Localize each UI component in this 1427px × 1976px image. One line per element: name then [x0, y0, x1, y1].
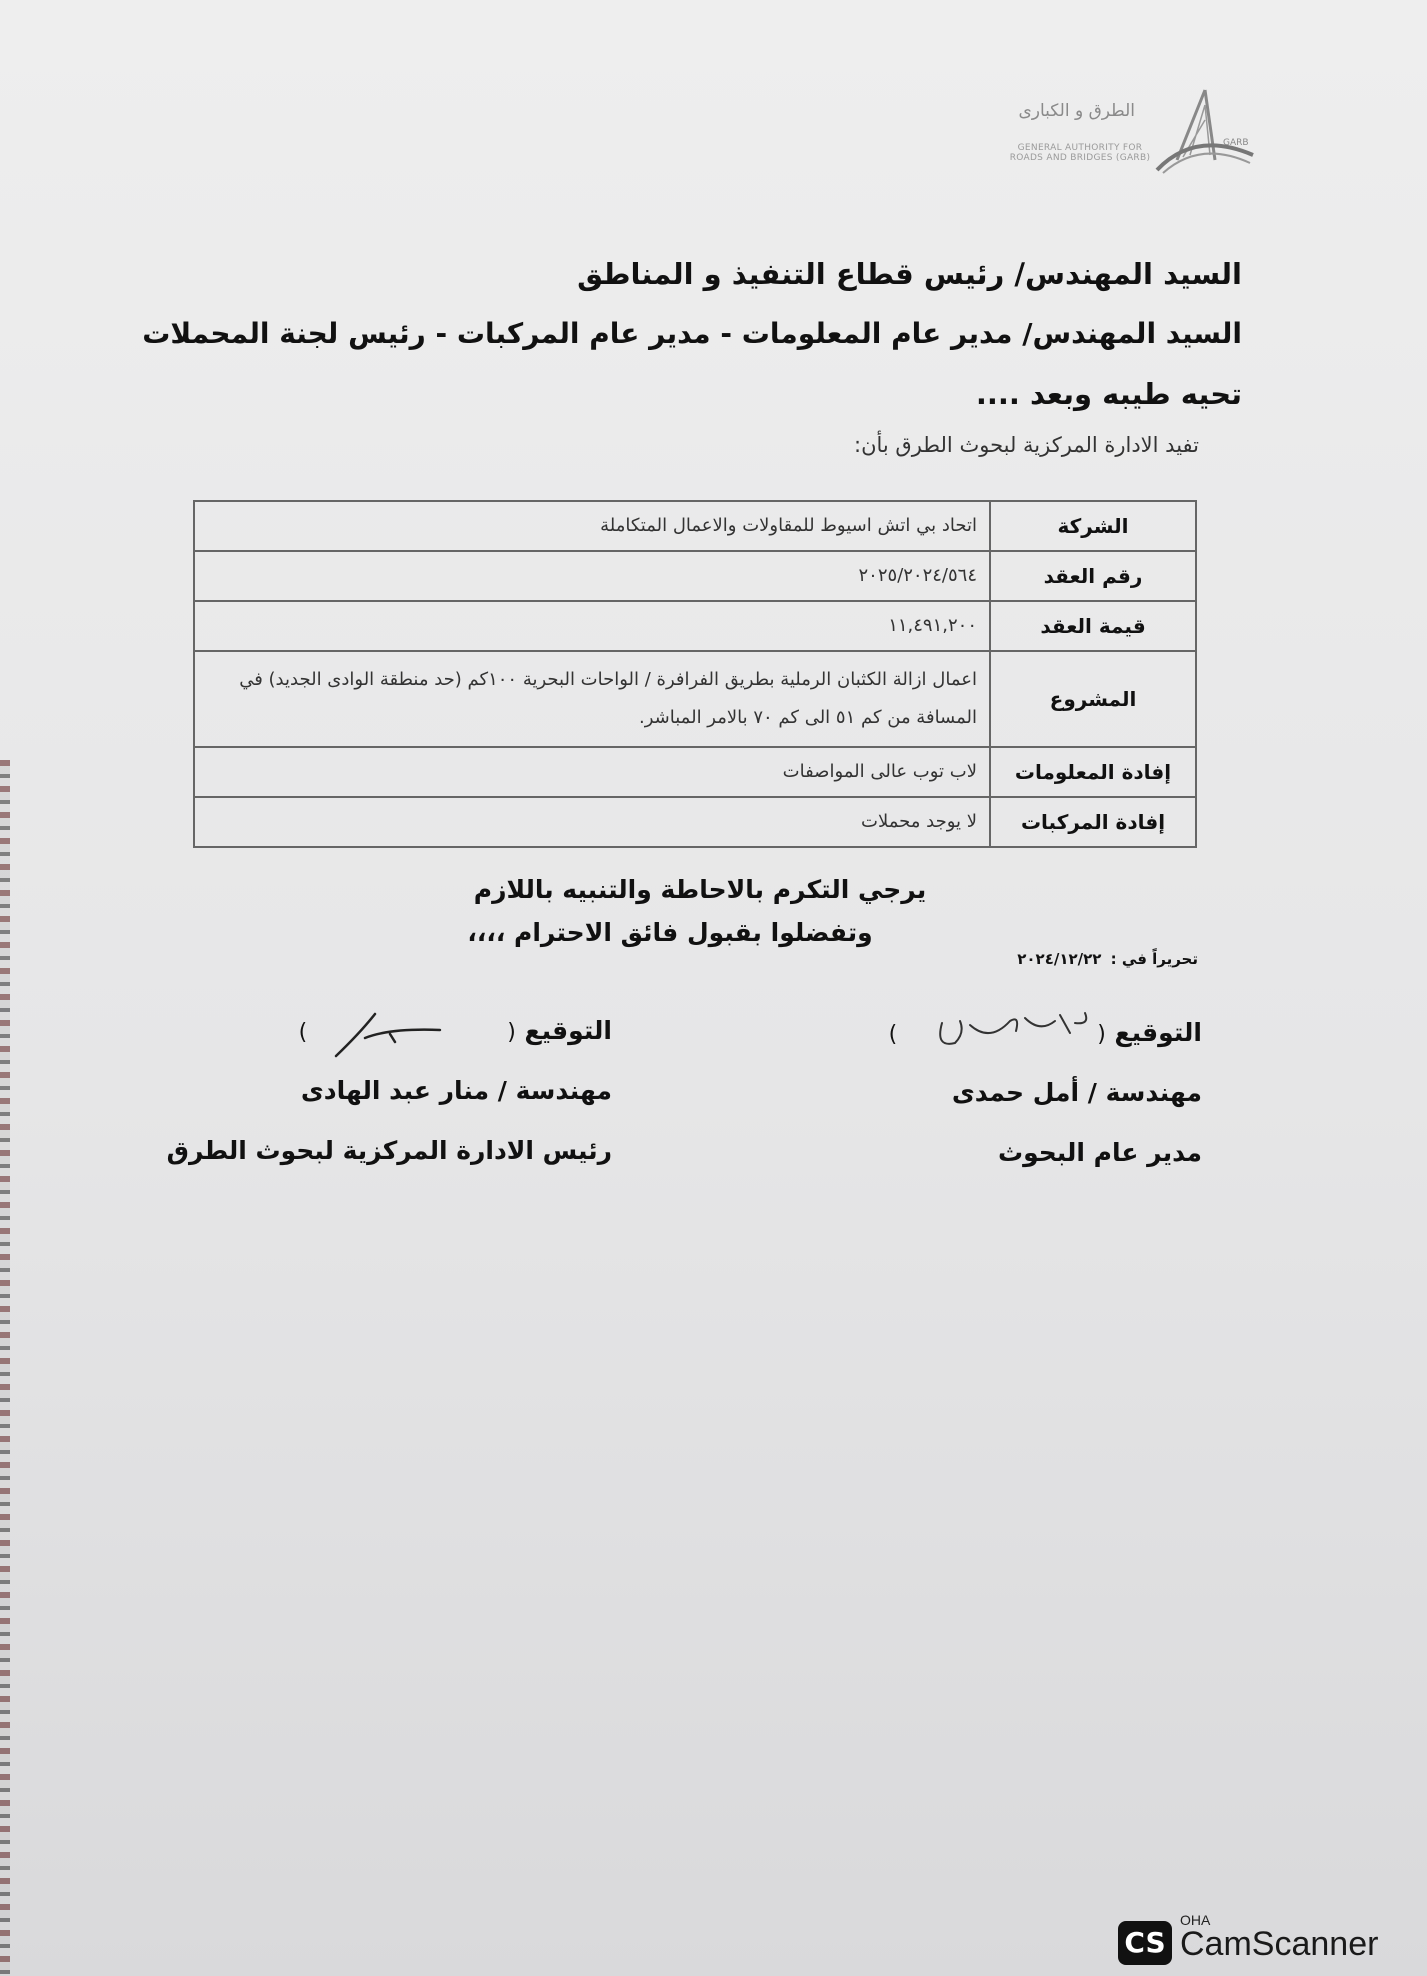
- table-row-vehicles: [194, 797, 1196, 847]
- closing-line-1: يرجي التكرم بالاحاطة والتنبيه باللازم: [473, 875, 927, 904]
- closing-line-2: وتفضلوا بقبول فائق الاحترام ،،،،: [467, 918, 873, 947]
- handwritten-signature-left: [330, 1008, 450, 1063]
- row-value: اعمال ازالة الكثبان الرملية بطريق الفرافرة / الواحات البحرية ١٠٠كم (حد منطقة الوادى الجديد) في المسافة من كم ٥١ الى كم ٧٠ بالامر المباشر.: [194, 651, 990, 747]
- signature-line: التوقيع (): [298, 1016, 612, 1045]
- table-row-information: [194, 747, 1196, 797]
- camscanner-name: CamScanner: [1180, 1925, 1379, 1963]
- logo-arabic-text: الطرق و الكبارى: [1018, 101, 1135, 121]
- row-value: اتحاد بي اتش اسيوط للمقاولات والاعمال المتكاملة: [194, 501, 990, 551]
- bridge-icon: [1155, 85, 1255, 175]
- camscanner-badge: CS: [1118, 1921, 1172, 1965]
- row-value: لا يوجد محملات: [194, 797, 990, 847]
- signer-title: مدير عام البحوث: [997, 1138, 1202, 1167]
- row-label: إفادة المعلومات: [990, 747, 1196, 797]
- table-row-project: [194, 651, 1196, 747]
- date-line: [1017, 950, 1202, 968]
- signature-line: التوقيع (): [888, 1018, 1202, 1047]
- row-label: إفادة المركبات: [990, 797, 1196, 847]
- row-label: رقم العقد: [990, 551, 1196, 601]
- intro-text: تفيد الادارة المركزية لبحوث الطرق بأن:: [854, 433, 1199, 457]
- row-value: ٢٠٢٥/٢٠٢٤/٥٦٤: [194, 551, 990, 601]
- signature-label: التوقيع: [524, 1016, 612, 1045]
- signer-name: مهندسة / منار عبد الهادى: [300, 1076, 612, 1105]
- logo-english-text: GENERAL AUTHORITY FOR ROADS AND BRIDGES (GARB): [1009, 143, 1151, 163]
- table-row-contract-value: [194, 601, 1196, 651]
- row-value: ١١,٤٩١,٢٠٠: [194, 601, 990, 651]
- row-label: الشركة: [990, 501, 1196, 551]
- signature-label: التوقيع: [1114, 1018, 1202, 1047]
- svg-text:GARB: GARB: [1223, 138, 1249, 148]
- contract-info-table: [193, 500, 1197, 848]
- date-label: تحريراً في :: [1110, 950, 1198, 968]
- table-row-contract-number: [194, 551, 1196, 601]
- table-row-company: [194, 501, 1196, 551]
- greeting: تحيه طيبه وبعد ....: [975, 377, 1242, 411]
- scan-edge: [0, 760, 10, 1976]
- camscanner-user: OHA: [1180, 1912, 1211, 1928]
- date-value: ٢٠٢٤/١٢/٢٢: [1017, 950, 1102, 968]
- row-value: لاب توب عالى المواصفات: [194, 747, 990, 797]
- camscanner-watermark: [1118, 1912, 1418, 1968]
- recipient-line-2: السيد المهندس/ مدير عام المعلومات - مدير عام المركبات - رئيس لجنة المحملات: [142, 317, 1242, 350]
- authority-logo: [1005, 85, 1255, 195]
- row-label: المشروع: [990, 651, 1196, 747]
- signer-title: رئيس الادارة المركزية لبحوث الطرق: [166, 1136, 612, 1165]
- row-label: قيمة العقد: [990, 601, 1196, 651]
- signer-name: مهندسة / أمل حمدى: [951, 1078, 1202, 1107]
- recipient-line-1: السيد المهندس/ رئيس قطاع التنفيذ و المناطق: [577, 257, 1242, 291]
- handwritten-signature-right: [930, 1003, 1100, 1063]
